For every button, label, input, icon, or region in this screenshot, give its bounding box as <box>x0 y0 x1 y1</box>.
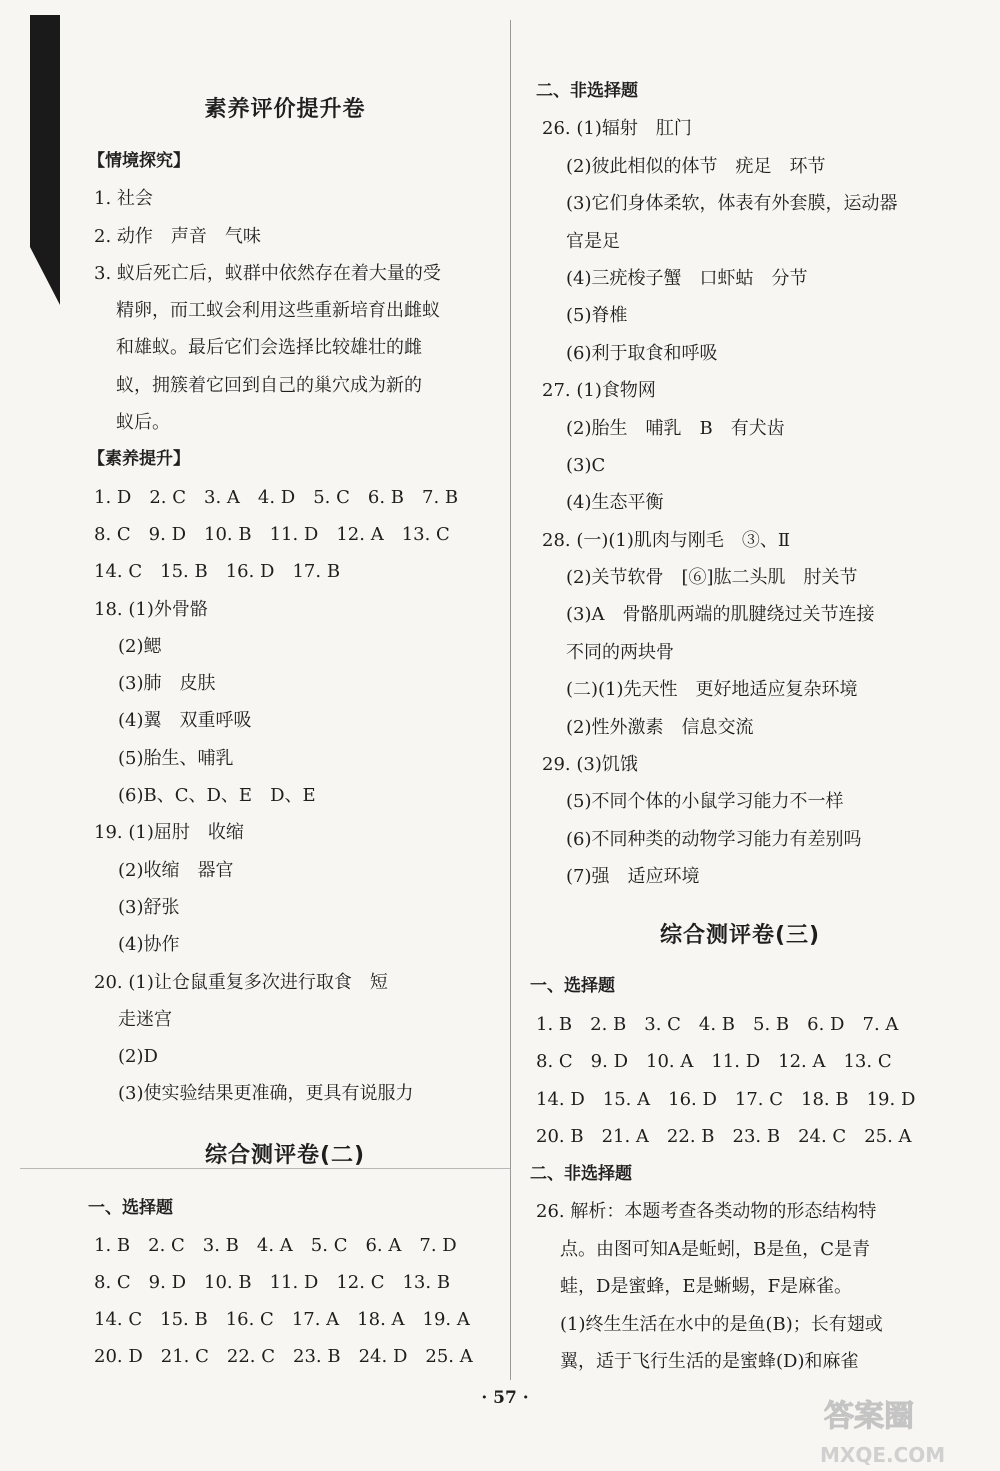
answer-line: 20. D 21. C 22. C 23. B 24. D 25. A <box>94 1346 473 1367</box>
answer-line: (3)舒张 <box>118 896 180 918</box>
answer-line: 3. 蚁后死亡后，蚁群中依然存在着大量的受 <box>94 262 441 284</box>
answer-line: 1. B 2. B 3. C 4. B 5. B 6. D 7. A <box>536 1013 899 1035</box>
answer-line: 14. C 15. B 16. C 17. A 18. A 19. A <box>94 1309 470 1330</box>
right-bottom-column <box>530 968 970 1381</box>
answer-line: 精卵，而工蚁会利用这些重新培育出雌蚁 <box>116 300 440 322</box>
answer-line: 14. D 15. A 16. D 17. C 18. B 19. D <box>536 1088 916 1110</box>
answer-line: 8. C 9. D 10. A 11. D 12. A 13. C <box>536 1051 892 1072</box>
answer-line: (1)终生生活在水中的是鱼(B)；长有翅或 <box>560 1313 883 1335</box>
answer-line: (2)鳃 <box>118 635 162 657</box>
answer-line: (5)不同个体的小鼠学习能力不一样 <box>566 791 844 813</box>
answer-line: 蚁后。 <box>116 412 170 434</box>
left-edge-mark <box>30 15 60 305</box>
answer-line: (2)彼此相似的体节 疣足 环节 <box>566 155 826 177</box>
answer-line: 官是足 <box>566 230 620 252</box>
answer-line: 14. C 15. B 16. D 17. B <box>94 561 341 583</box>
answer-line: 点。由图可知A是蚯蚓，B是鱼，C是青 <box>560 1238 870 1260</box>
section-heading: 【情境探究】 <box>88 151 190 171</box>
page-number: · 57 · <box>481 1388 529 1408</box>
answer-line: (4)三疣梭子蟹 口虾蛄 分节 <box>566 267 808 289</box>
answer-line: 27. (1)食物网 <box>542 380 656 402</box>
answer-line: 8. C 9. D 10. B 11. D 12. A 13. C <box>94 523 450 545</box>
answer-line: 1. D 2. C 3. A 4. D 5. C 6. B 7. B <box>94 486 459 508</box>
answer-line: 蛙，D是蜜蜂，E是蜥蜴，F是麻雀。 <box>560 1276 853 1297</box>
answer-line: (2)D <box>118 1046 158 1068</box>
section-heading: 二、非选择题 <box>536 81 638 101</box>
answer-line: 走迷宫 <box>118 1008 172 1030</box>
answer-line: 2. 动作 声音 气味 <box>94 225 261 247</box>
answer-line: 26. 解析：本题考查各类动物的形态结构特 <box>536 1201 877 1222</box>
answer-line: (6)利于取食和呼吸 <box>566 342 718 364</box>
column-divider <box>510 20 511 1380</box>
left-column <box>88 143 508 1113</box>
answer-line: (3)使实验结果更准确，更具有说服力 <box>118 1083 414 1105</box>
answer-line: (2)关节软骨 [⑥]肱二头肌 肘关节 <box>566 567 858 589</box>
answer-line: (4)翼 双重呼吸 <box>118 710 252 732</box>
section-title-test-3: 综合测评卷(三) <box>659 923 821 948</box>
answer-line: (2)胎生 哺乳 B 有犬齿 <box>566 417 785 439</box>
answer-line: 28. (一)(1)肌肉与刚毛 ③、Ⅱ <box>542 529 791 551</box>
answer-line: 29. (3)饥饿 <box>542 754 638 776</box>
answer-line: 26. (1)辐射 肛门 <box>542 118 692 140</box>
answer-line: (6)不同种类的动物学习能力有差别吗 <box>566 828 862 850</box>
answer-line: 1. 社会 <box>94 188 153 210</box>
answer-line: (6)B、C、D、E D、E <box>118 785 316 807</box>
answer-line: 20. (1)让仓鼠重复多次进行取食 短 <box>94 971 388 993</box>
answer-line: 8. C 9. D 10. B 11. D 12. C 13. B <box>94 1272 451 1293</box>
watermark-logo <box>810 1380 1000 1471</box>
answer-line: 不同的两块骨 <box>566 641 674 663</box>
answer-line: 翼，适于飞行生活的是蜜蜂(D)和麻雀 <box>560 1351 859 1372</box>
answer-line: 蚁，拥簇着它回到自己的巢穴成为新的 <box>116 374 422 396</box>
section-heading: 二、非选择题 <box>530 1163 632 1184</box>
section-title-suyang: 素养评价提升卷 <box>204 97 366 122</box>
answer-line: 19. (1)屈肘 收缩 <box>94 822 244 844</box>
section-heading: 一、选择题 <box>88 1198 173 1218</box>
answer-line: (3)肺 皮肤 <box>118 673 216 695</box>
answer-line: (4)生态平衡 <box>566 492 664 514</box>
section-heading: 一、选择题 <box>530 976 615 996</box>
answer-line: (3)C <box>566 454 606 476</box>
right-column <box>536 73 966 896</box>
watermark-text: 答案圈 <box>824 1399 914 1434</box>
answer-line: (5)脊椎 <box>566 305 628 327</box>
answer-line: 20. B 21. A 22. B 23. B 24. C 25. A <box>536 1126 912 1147</box>
section-heading: 【素养提升】 <box>88 449 190 470</box>
answer-line: (7)强 适应环境 <box>566 866 700 888</box>
answer-line: (4)协作 <box>118 934 180 956</box>
answer-line: (二)(1)先天性 更好地适应复杂环境 <box>566 679 858 701</box>
answer-line: (2)性外激素 信息交流 <box>566 716 754 738</box>
answer-line: (5)胎生、哺乳 <box>118 747 234 769</box>
answer-line: 18. (1)外骨骼 <box>94 598 208 620</box>
answer-line: (3)A 骨骼肌两端的肌腱绕过关节连接 <box>566 604 875 626</box>
answer-line: 和雄蚁。最后它们会选择比较雄壮的雌 <box>116 337 422 359</box>
left-bottom-column <box>88 1190 508 1375</box>
answer-line: 1. B 2. C 3. B 4. A 5. C 6. A 7. D <box>94 1235 457 1256</box>
section-title-test-2: 综合测评卷(二) <box>204 1143 366 1168</box>
answer-line: (2)收缩 器官 <box>118 859 234 881</box>
answer-line: (3)它们身体柔软，体表有外套膜，运动器 <box>566 193 898 215</box>
watermark-url: MXQE.COM <box>820 1443 946 1467</box>
